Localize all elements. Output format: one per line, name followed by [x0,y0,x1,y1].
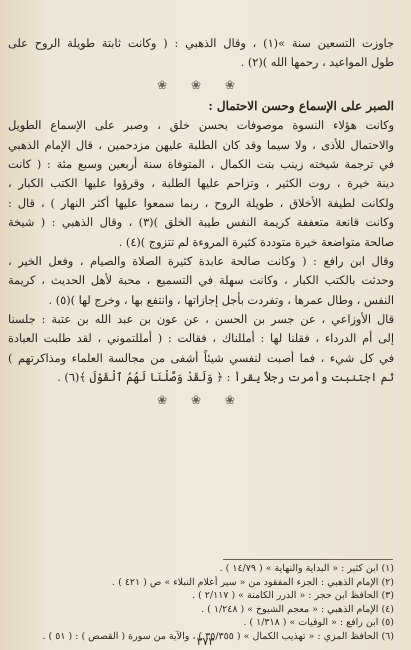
text-line: إلى أم الدرداء ، فقلنا لها : أمللناك ، فقالت : ( أمللتموني ، لقد طلبت العبادة [8,332,394,346]
footnote: (٢) الإمام الذهبي : الجزء المفقود من « سير أعلام النبلاء » ص ( ٤٢١ ) . [112,576,394,588]
text-line: وكانت قانعة متعففة كريمة النفس طيبة الخلق )(٣) ، وقال الذهبي : ( شيخة [8,216,394,230]
text-line: في ترجمة شيخته زينب بنت الكمال ، المتوفاة سنة أربعين وسبع مئة : ( كانت [8,157,394,171]
text-line: وقال ابن رافع : ( وكانت صالحة عابدة كثيرة الصلاة والصيام ، وفعل الخير ، [8,254,394,268]
text-line: وحدثت بالكتب الكبار ، وكانت سهلة في التسميع ، محبة لأهل الحديث ، كريمة [8,274,394,288]
footnote: (٥) ابن رافع : « الوفيات » ( ١/٣١٨ ) . [243,617,394,628]
section-heading: الصبر على الإسماع وحسن الاحتمال : [208,98,394,113]
footnote: (٦) الحافظ المزي : « تهذيب الكمال » ( ٣٥/٣٥٥ ) ، والآية من سورة ( القصص ) : ( ٥١ ) . [42,630,394,642]
text-line: في كل شيء ، فما أصبت لنفسي شيئاً أشفى من مجالسة العلماء ومذاكرتهم ) [8,351,394,365]
text-line: والاحتمال للأذى ، ولا سيما وقد كان الطلبة عليهن مزدحمين ، قال الإمام الذهبي [8,138,394,152]
footnote: (٤) الإمام الذهبي : « معجم الشيوخ » ( ١/٢٤٨ ) . [201,603,394,615]
text-line: قال الأوزاعي ، عن جسر بن الحسن ، عن عون بن عبد الله بن عتبة : جلسنا [8,313,394,327]
text-line: ثم اجتنبت وأمرت رجلاً يقرأ : ﴿ وَلَقَدْ وَصَّلْنَا لَهُمُ ٱلْقَوْلَ ﴾(٦) . [57,371,394,385]
text-line: طول المواعيد ، رحمها الله )(٢) . [240,56,394,70]
footnote-separator [223,559,393,560]
footnote: (١) ابن كثير : « البداية والنهاية » ( ١٤/٧٩ ) . [219,563,394,574]
section-ornament: ❀ ❀ ❀ [157,77,245,92]
text-line: جاوزت التسعين سنة »(١) ، وقال الذهبي : ( وكانت ثابتة طويلة الروح على [8,37,394,50]
main-text [8,34,394,412]
text-line: وكانت هؤلاء النسوة موصوفات بحسن خلق ، وصبر على الإسماع الطويل [8,119,394,133]
text-line: ولكانت لطيفة الأخلاق ، طويلة الروح ، ربما سمعوا عليها أكثر النهار ) ، قال : [8,196,394,210]
text-line: صالحة متواضعة خيرة متوددة كثيرة المروءة لم تتزوج )(٤) . [118,235,394,249]
page-number: ٣٧٣ [196,635,215,648]
footnote: (٣) الحافظ ابن حجر : « الدرر الكامنة » ( ٢/١١٧ ) . [192,590,394,601]
section-ornament: ❀ ❀ ❀ [157,392,245,407]
text-line: النفس ، وطال عمرها ، وتفردت بأجل إجازاتها ، وانتفع بها ، وخرج لها )(٥) . [48,293,394,307]
footnotes [10,562,394,643]
text-line: دينة خيرة ، روت الكثير ، وتزاحم عليها الطلبة ، وقرؤوا عليها الكتب الكبار ، [8,177,394,191]
